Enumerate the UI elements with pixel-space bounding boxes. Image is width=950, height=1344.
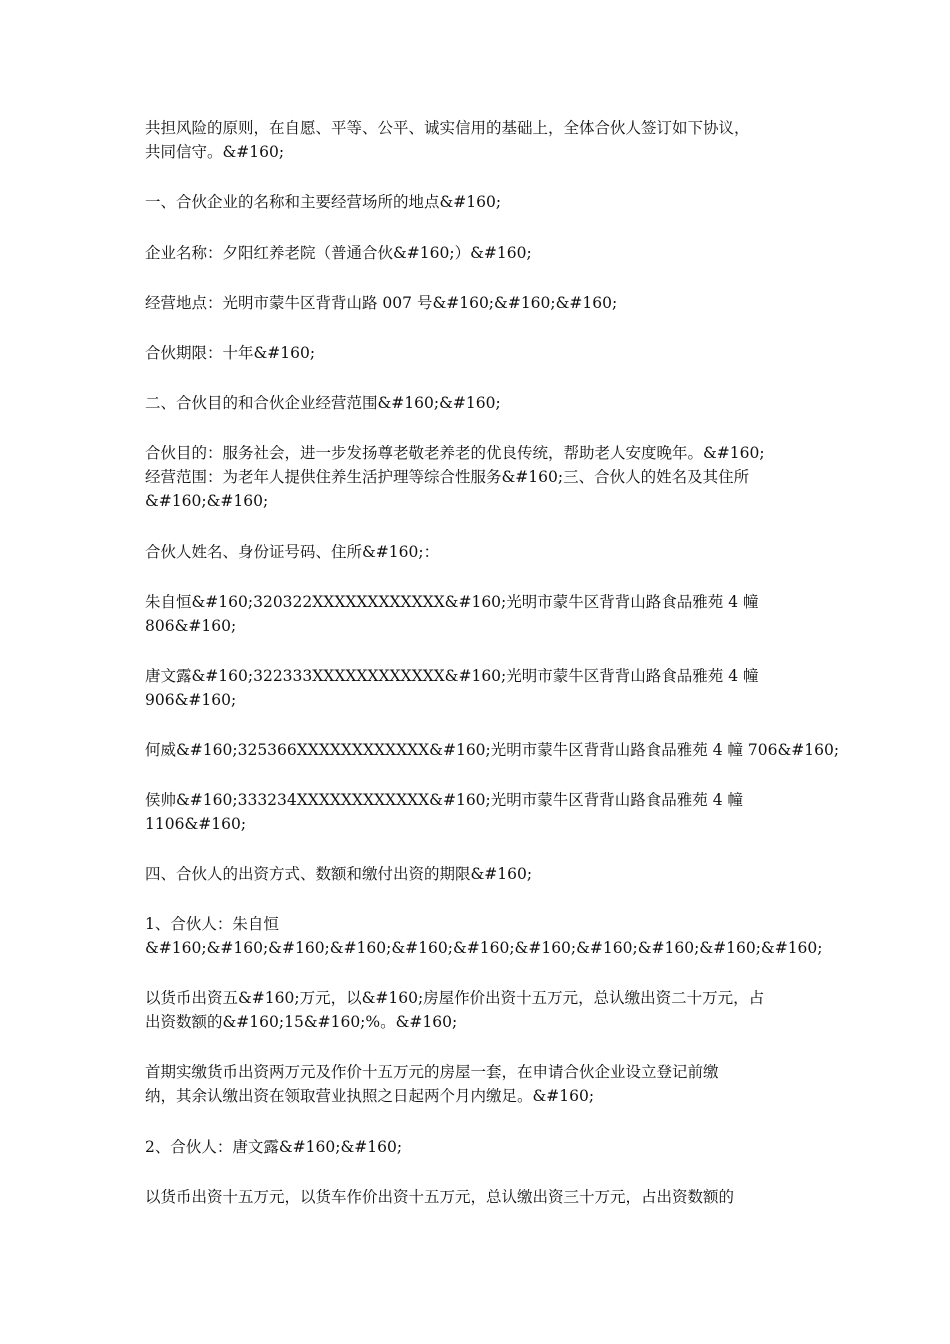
text-line: 首期实缴货币出资两万元及作价十五万元的房屋一套，在申请合伙企业设立登记前缴 [145,1063,719,1081]
text-line: 以货币出资十五万元，以货车作价出资十五万元，总认缴出资三十万元，占出资数额的 [145,1188,735,1206]
partner-entry: 何威&#160;325366XXXXXXXXXXXX&#160;光明市蒙牛区背背山路食品雅苑 4 幢 706&#160; [145,741,840,759]
text-line: 出资数额的&#160;15&#160;%。&#160; [145,1013,458,1031]
partner-entry: 朱自恒&#160;320322XXXXXXXXXXXX&#160;光明市蒙牛区背背山路食品雅苑 4 幢 [145,593,759,611]
section-heading: 四、合伙人的出资方式、数额和缴付出资的期限&#160; [145,865,533,883]
partner-entry: 唐文露&#160;322333XXXXXXXXXXXX&#160;光明市蒙牛区背背山路食品雅苑 4 幢 [145,667,759,685]
text-line: 经营范围：为老年人提供住养生活护理等综合性服务&#160;三、合伙人的姓名及其住所 [145,468,750,486]
text-line: 1、合伙人：朱自恒 [145,915,279,933]
text-line: 纳，其余认缴出资在领取营业执照之日起两个月内缴足。&#160; [145,1087,595,1105]
text-line: 共担风险的原则，在自愿、平等、公平、诚实信用的基础上，全体合伙人签订如下协议， [145,119,750,137]
text-line: &#160;&#160;&#160;&#160;&#160;&#160;&#160;&#160;&#160;&#160;&#160; [145,939,823,957]
text-line: 经营地点：光明市蒙牛区背背山路 007 号&#160;&#160;&#160; [145,294,618,312]
partner-entry: 906&#160; [145,691,237,709]
text-line: 合伙期限：十年&#160; [145,344,316,362]
text-line: 2、合伙人：唐文露&#160;&#160; [145,1138,403,1156]
text-line: 共同信守。&#160; [145,143,285,161]
text-line: &#160;&#160; [145,492,269,510]
section-heading: 一、合伙企业的名称和主要经营场所的地点&#160; [145,193,502,211]
text-line: 以货币出资五&#160;万元，以&#160;房屋作价出资十五万元，总认缴出资二十万元，占 [145,989,765,1007]
partner-entry: 1106&#160; [145,815,247,833]
section-heading: 二、合伙目的和合伙企业经营范围&#160;&#160; [145,394,501,412]
partner-entry: 806&#160; [145,617,237,635]
text-line: 合伙人姓名、身份证号码、住所&#160;： [145,543,440,561]
partner-entry: 侯帅&#160;333234XXXXXXXXXXXX&#160;光明市蒙牛区背背山路食品雅苑 4 幢 [145,791,743,809]
text-line: 企业名称：夕阳红养老院（普通合伙&#160;）&#160; [145,244,532,262]
text-line: 合伙目的：服务社会，进一步发扬尊老敬老养老的优良传统，帮助老人安度晚年。&#160; [145,444,765,462]
